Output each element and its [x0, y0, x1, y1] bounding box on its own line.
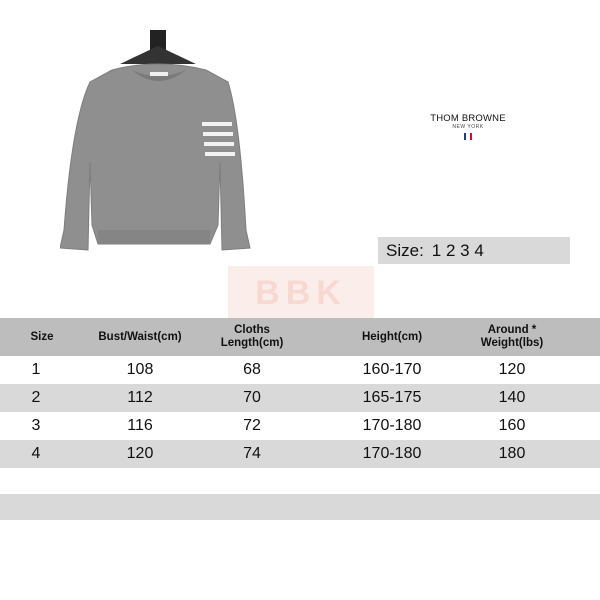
table-cell: 170-180 — [362, 445, 422, 462]
table-cell: 72 — [243, 417, 261, 434]
table-cell: 170-180 — [362, 417, 422, 434]
table-header-cell: Around * Weight(lbs) — [480, 324, 544, 349]
table-cell: 120 — [126, 445, 154, 462]
watermark: BBK — [228, 266, 374, 320]
divider-band — [0, 494, 600, 520]
table-header-row — [0, 318, 600, 356]
table-cell: 2 — [31, 389, 41, 406]
table-cell: 165-175 — [362, 389, 422, 406]
hanger-bar — [120, 46, 196, 64]
brand-logo — [418, 113, 518, 140]
sweater-image — [60, 30, 260, 260]
flag-stripe — [464, 133, 466, 140]
table-row — [0, 356, 600, 384]
sweater-label — [150, 72, 168, 76]
table-cell: 160 — [498, 417, 526, 434]
table-cell: 70 — [243, 389, 261, 406]
flag-stripe — [470, 133, 472, 140]
table-cell: 68 — [243, 361, 261, 378]
flag-stripe — [467, 133, 469, 140]
table-cell: 140 — [498, 389, 526, 406]
table-row — [0, 412, 600, 440]
size-values: 1 2 3 4 — [431, 240, 484, 260]
table-cell: 180 — [498, 445, 526, 462]
table-cell: 112 — [127, 389, 153, 406]
table-cell: 116 — [127, 417, 153, 434]
table-row — [0, 440, 600, 468]
table-cell: 120 — [498, 361, 526, 378]
table-header-cell: Size — [30, 330, 54, 343]
table-cell: 108 — [126, 361, 154, 378]
table-cell: 74 — [243, 445, 261, 462]
table-header-cell: Cloths Length(cm) — [220, 324, 284, 349]
table-header-cell: Height(cm) — [361, 330, 423, 343]
sweater-body — [60, 64, 250, 250]
size-options — [378, 237, 570, 264]
brand-subtitle: NEW YORK — [452, 124, 484, 130]
sweater-hem — [98, 230, 210, 244]
table-row — [0, 384, 600, 412]
tricolor-flag-icon — [418, 133, 518, 140]
table-cell: 4 — [31, 445, 41, 462]
size-label: Size: — [386, 240, 424, 260]
table-header-cell: Bust/Waist(cm) — [98, 330, 182, 343]
brand-name: THOM BROWNE — [430, 113, 506, 124]
table-cell: 160-170 — [362, 361, 422, 378]
table-cell: 3 — [31, 417, 41, 434]
table-cell: 1 — [31, 361, 41, 378]
